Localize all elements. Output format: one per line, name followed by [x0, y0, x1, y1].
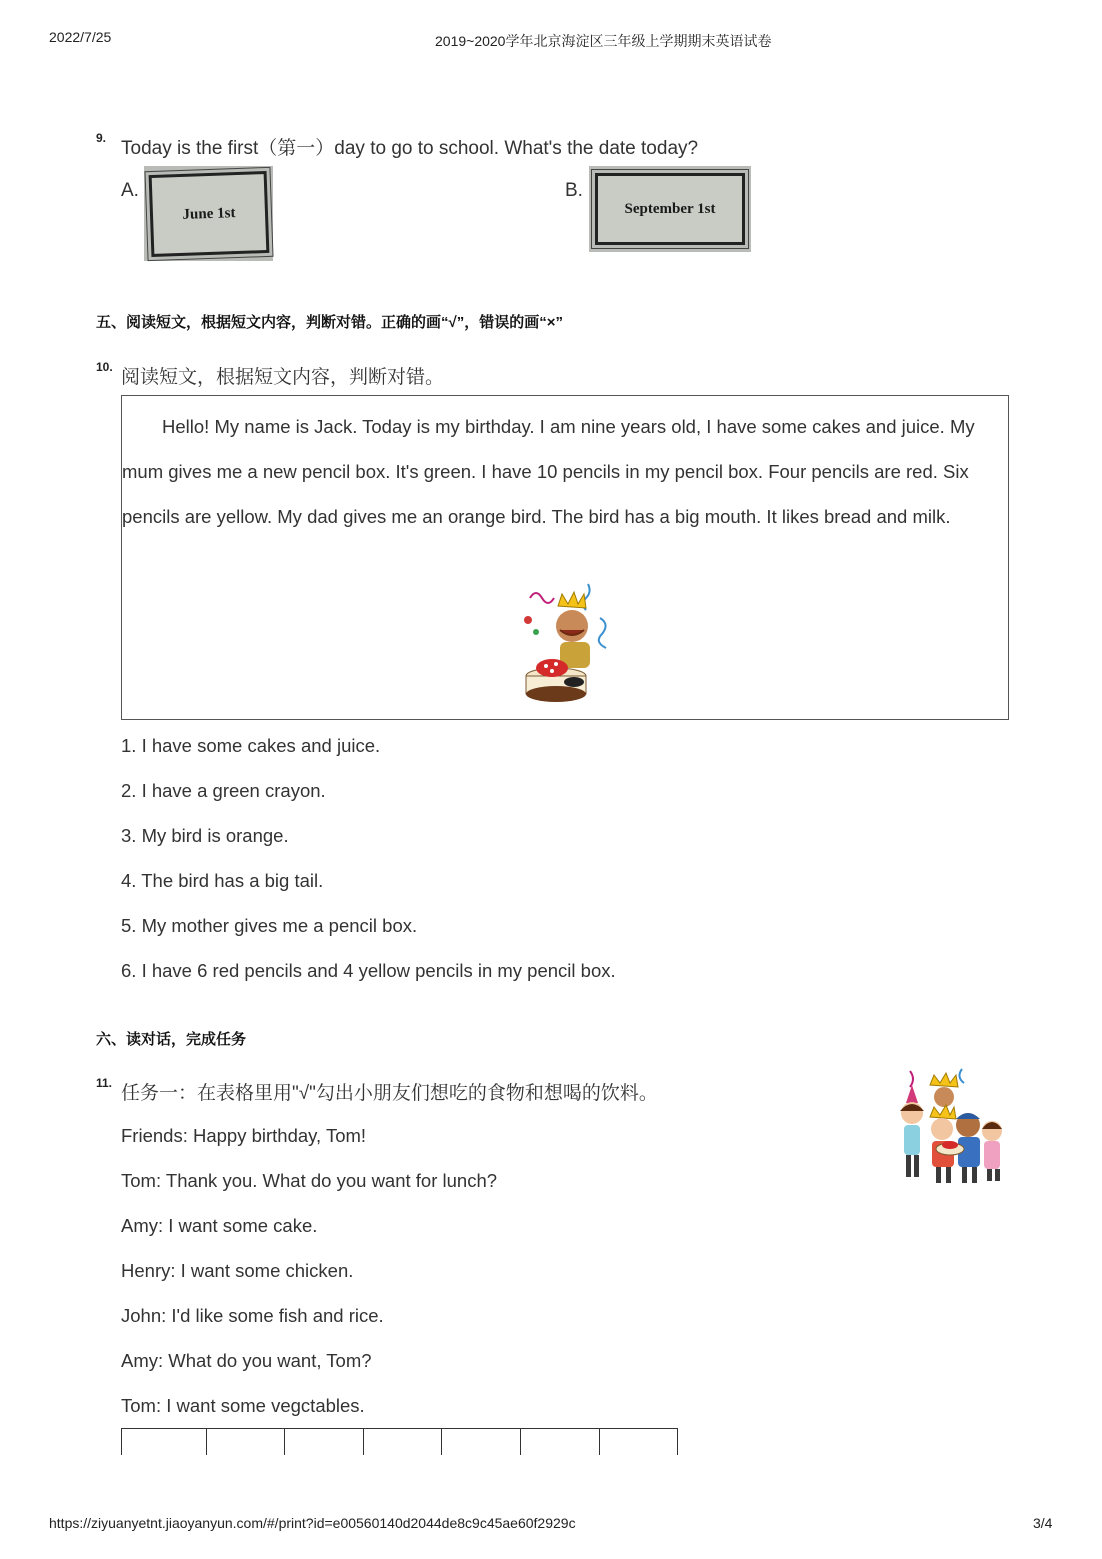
option-a-card-text: June 1st	[181, 204, 236, 222]
birthday-boy-illustration	[516, 574, 616, 708]
table-cell[interactable]	[521, 1429, 600, 1456]
option-b-card-image[interactable]	[589, 166, 751, 252]
page-header-title: 2019~2020学年北京海淀区三年级上学期期末英语试卷	[435, 33, 772, 49]
dialogue-line-6: Amy: What do you want, Tom?	[121, 1350, 372, 1371]
table-cell[interactable]	[285, 1429, 364, 1456]
option-a-card-image[interactable]	[144, 166, 273, 261]
dialogue-line-4: Henry: I want some chicken.	[121, 1260, 354, 1281]
page-number: 3/4	[1033, 1515, 1053, 1531]
dialogue-line-2: Tom: Thank you. What do you want for lunch?	[121, 1170, 498, 1191]
page-url[interactable]: https://ziyuanyetnt.jiaoyanyun.com/#/print?id=e00560140d2044de8c9c45ae60f2929c	[49, 1515, 576, 1531]
question-11-task: 任务一：在表格里用"√"勾出小朋友们想吃的食物和想喝的饮料。	[121, 1083, 658, 1104]
question-9-text: Today is the first（第一）day to go to school. What's the date today?	[121, 138, 699, 159]
dialogue-line-1: Friends: Happy birthday, Tom!	[121, 1125, 367, 1146]
birthday-party-kids-illustration	[892, 1065, 1014, 1187]
question-10-instruction: 阅读短文，根据短文内容，判断对错。	[121, 367, 445, 388]
section-6-title: 六、读对话，完成任务	[96, 1031, 247, 1048]
question-number-11: 11.	[96, 1076, 113, 1090]
statement-1: 1. I have some cakes and juice.	[121, 735, 381, 756]
print-date: 2022/7/25	[49, 29, 112, 45]
question-number-9: 9.	[96, 131, 107, 145]
dialogue-line-3: Amy: I want some cake.	[121, 1215, 318, 1236]
option-a-label[interactable]: A.	[121, 180, 139, 201]
statement-5: 5. My mother gives me a pencil box.	[121, 915, 418, 936]
table-cell[interactable]	[207, 1429, 285, 1456]
table-cell[interactable]	[122, 1429, 207, 1456]
statement-4: 4. The bird has a big tail.	[121, 870, 324, 891]
table-cell[interactable]	[364, 1429, 442, 1456]
question-number-10: 10.	[96, 360, 113, 374]
option-b-label[interactable]: B.	[565, 180, 583, 201]
table-row	[122, 1429, 678, 1456]
option-b-card-text: September 1st	[624, 200, 716, 217]
dialogue-line-7: Tom: I want some vegctables.	[121, 1395, 365, 1416]
table-cell[interactable]	[442, 1429, 521, 1456]
statement-3: 3. My bird is orange.	[121, 825, 289, 846]
table-cell[interactable]	[600, 1429, 678, 1456]
answer-table	[121, 1428, 678, 1455]
section-5-title: 五、阅读短文，根据短文内容，判断对错。正确的画“√”，错误的画“×”	[96, 314, 563, 331]
statement-2: 2. I have a green crayon.	[121, 780, 326, 801]
reading-passage-text: Hello! My name is Jack. Today is my birthday. I am nine years old, I have some cakes and juice. My mum gives me a new pencil box. It's green. I have 10 pencils in my pencil box. Four pencils are red. Six pencils are yellow. My dad gives me an orange bird. The bird has a big mouth. It likes bread and milk.	[122, 416, 975, 527]
reading-passage-box	[121, 395, 1009, 720]
dialogue-line-5: John: I'd like some fish and rice.	[121, 1305, 384, 1326]
statement-6: 6. I have 6 red pencils and 4 yellow pencils in my pencil box.	[121, 960, 616, 981]
